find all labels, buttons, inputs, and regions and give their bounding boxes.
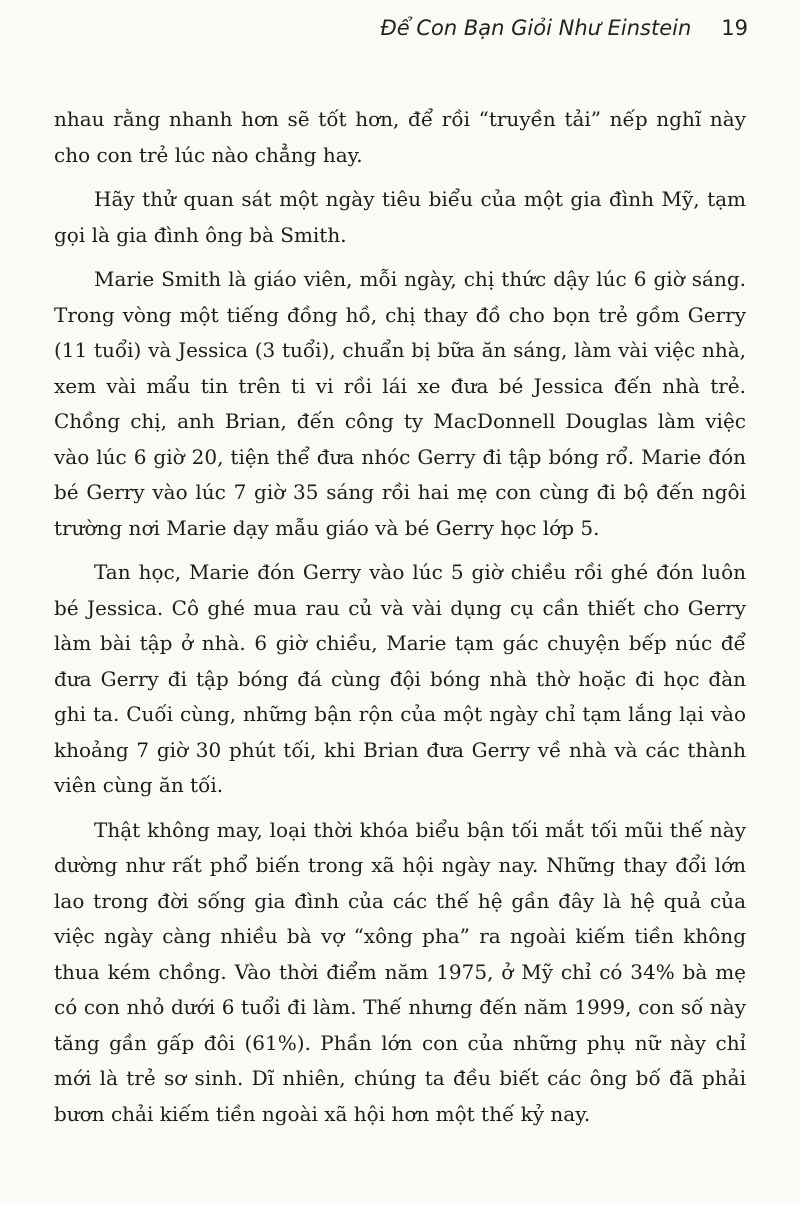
paragraph: Hãy thử quan sát một ngày tiêu biểu của một gia đình Mỹ, tạm gọi là gia đình ông bà Smith. xyxy=(54,187,746,247)
body-text xyxy=(54,102,746,1141)
page-number: 19 xyxy=(721,16,748,40)
paragraph: Marie Smith là giáo viên, mỗi ngày, chị thức dậy lúc 6 giờ sáng. Trong vòng một tiếng đồng hồ, chị thay đồ cho bọn trẻ gồm Gerry (11 tuổi) và Jessica (3 tuổi), chuẩn bị bữa ăn sáng, làm vài việc nhà, xem vài mẩu tin trên ti vi rồi lái xe đưa bé Jessica đến nhà trẻ. Chồng chị, anh Brian, đến công ty MacDonnell Douglas làm việc vào lúc 6 giờ 20, tiện thể đưa nhóc Gerry đi tập bóng rổ. Marie đón bé Gerry vào lúc 7 giờ 35 sáng rồi hai mẹ con cùng đi bộ đến ngôi trường nơi Marie dạy mẫu giáo và bé Gerry học lớp 5. xyxy=(54,267,746,540)
book-title: Để Con Bạn Giỏi Như Einstein xyxy=(380,16,692,40)
paragraph: Tan học, Marie đón Gerry vào lúc 5 giờ chiều rồi ghé đón luôn bé Jessica. Cô ghé mua rau củ và vài dụng cụ cần thiết cho Gerry làm bài tập ở nhà. 6 giờ chiều, Marie tạm gác chuyện bếp núc để đưa Gerry đi tập bóng đá cùng đội bóng nhà thờ hoặc đi học đàn ghi ta. Cuối cùng, những bận rộn của một ngày chỉ tạm lắng lại vào khoảng 7 giờ 30 phút tối, khi Brian đưa Gerry về nhà và các thành viên cùng ăn tối. xyxy=(54,560,746,797)
running-header xyxy=(381,16,748,40)
paragraph: nhau rằng nhanh hơn sẽ tốt hơn, để rồi “truyền tải” nếp nghĩ này cho con trẻ lúc nào chẳng hay. xyxy=(54,107,746,167)
paragraph: Thật không may, loại thời khóa biểu bận tối mắt tối mũi thế này dường như rất phổ biến trong xã hội ngày nay. Những thay đổi lớn lao trong đời sống gia đình của các thế hệ gần đây là hệ quả của việc ngày càng nhiều bà vợ “xông pha” ra ngoài kiếm tiền không thua kém chồng. Vào thời điểm năm 1975, ở Mỹ chỉ có 34% bà mẹ có con nhỏ dưới 6 tuổi đi làm. Thế nhưng đến năm 1999, con số này tăng gần gấp đôi (61%). Phần lớn con của những phụ nữ này chỉ mới là trẻ sơ sinh. Dĩ nhiên, chúng ta đều biết các ông bố đã phải bươn chải kiếm tiền ngoài xã hội hơn một thế kỷ nay. xyxy=(54,817,746,1126)
